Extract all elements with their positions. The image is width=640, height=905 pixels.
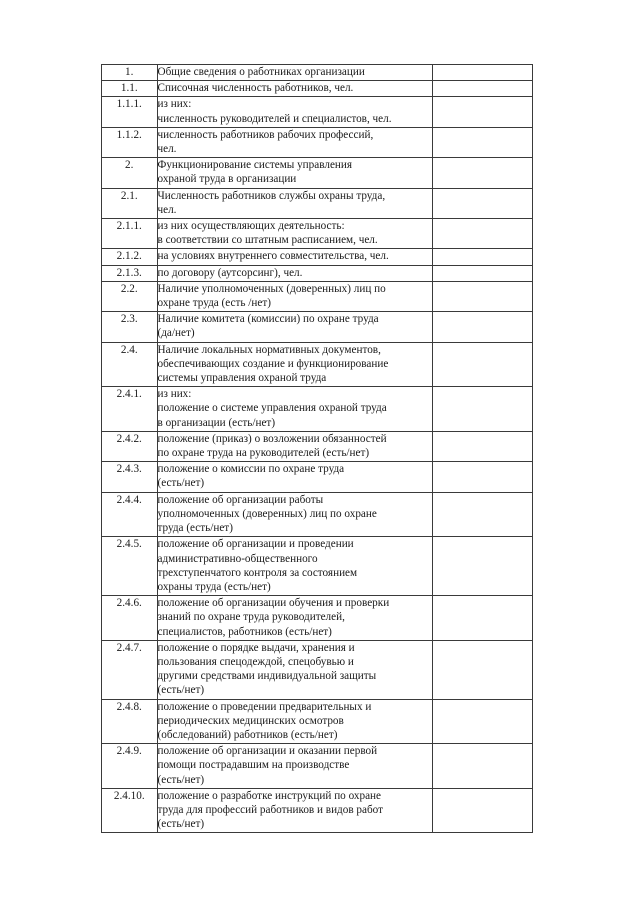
row-number-cell: 2.2. bbox=[102, 281, 158, 311]
row-description-cell bbox=[157, 537, 433, 596]
row-description-cell bbox=[157, 640, 433, 699]
row-description-cell bbox=[157, 342, 433, 387]
table-row bbox=[102, 744, 533, 789]
table-row bbox=[102, 431, 533, 461]
row-description-cell bbox=[157, 387, 433, 432]
row-number-cell: 2.3. bbox=[102, 312, 158, 342]
row-value-cell[interactable] bbox=[433, 342, 533, 387]
row-number-cell: 2.4.3. bbox=[102, 462, 158, 492]
table-row bbox=[102, 127, 533, 157]
row-description-cell bbox=[157, 127, 433, 157]
table-row bbox=[102, 81, 533, 97]
row-value-cell[interactable] bbox=[433, 65, 533, 81]
row-value-cell[interactable] bbox=[433, 492, 533, 537]
table-row bbox=[102, 312, 533, 342]
row-description-line: другими средствами индивидуальной защиты bbox=[157, 670, 377, 683]
row-number-cell: 1. bbox=[102, 65, 158, 81]
row-number-cell: 2.4.6. bbox=[102, 596, 158, 641]
row-description-line: (да/нет) bbox=[157, 327, 195, 340]
row-description-line: Наличие локальных нормативных документов, bbox=[157, 343, 381, 356]
row-description-line: Общие сведения о работниках организации bbox=[157, 66, 365, 78]
table-row bbox=[102, 342, 533, 387]
row-description-line: пользования спецодеждой, спецобувью и bbox=[157, 655, 354, 668]
row-description-line: численность работников рабочих профессий, bbox=[157, 128, 374, 141]
row-number-cell: 2.4.5. bbox=[102, 537, 158, 596]
row-value-cell[interactable] bbox=[433, 312, 533, 342]
row-description-line: системы управления охраной труда bbox=[157, 372, 327, 385]
row-number-cell: 2.4.4. bbox=[102, 492, 158, 537]
row-description-cell bbox=[157, 188, 433, 218]
row-value-cell[interactable] bbox=[433, 97, 533, 127]
table-row bbox=[102, 219, 533, 249]
table-body bbox=[102, 65, 533, 833]
table-row bbox=[102, 492, 533, 537]
row-value-cell[interactable] bbox=[433, 788, 533, 833]
row-description-line: Наличие комитета (комиссии) по охране труда bbox=[157, 313, 379, 326]
table-row bbox=[102, 265, 533, 281]
row-value-cell[interactable] bbox=[433, 249, 533, 265]
row-description-cell bbox=[157, 699, 433, 744]
row-description-line: Наличие уполномоченных (доверенных) лиц по bbox=[157, 282, 386, 295]
row-number-cell: 2.4.8. bbox=[102, 699, 158, 744]
row-description-line: знаний по охране труда руководителей, bbox=[157, 611, 345, 624]
row-value-cell[interactable] bbox=[433, 596, 533, 641]
row-description-cell bbox=[157, 462, 433, 492]
row-description-line: помощи пострадавшим на производстве bbox=[157, 759, 350, 772]
row-description-line: чел. bbox=[157, 143, 177, 156]
row-description-line: положение об организации и оказании первой bbox=[157, 745, 378, 758]
table-row bbox=[102, 788, 533, 833]
row-value-cell[interactable] bbox=[433, 537, 533, 596]
row-description-line: из них: bbox=[157, 98, 192, 111]
row-description-cell bbox=[157, 281, 433, 311]
row-description-cell bbox=[157, 312, 433, 342]
row-description-line: чел. bbox=[157, 203, 177, 216]
row-number-cell: 1.1.1. bbox=[102, 97, 158, 127]
row-description-line: охраны труда (есть/нет) bbox=[157, 580, 271, 593]
row-number-cell: 2.4.10. bbox=[102, 788, 158, 833]
row-description-line: (обследований) работников (есть/нет) bbox=[157, 728, 338, 741]
row-value-cell[interactable] bbox=[433, 188, 533, 218]
row-description-line: положение об организации обучения и проверки bbox=[157, 597, 390, 610]
row-number-cell: 1.1. bbox=[102, 81, 158, 97]
row-number-cell: 2.1.2. bbox=[102, 249, 158, 265]
row-description-line: положение об организации и проведении bbox=[157, 538, 354, 551]
row-description-line: обеспечивающих создание и функционирование bbox=[157, 357, 389, 370]
row-description-cell bbox=[157, 431, 433, 461]
row-description-cell bbox=[157, 744, 433, 789]
row-value-cell[interactable] bbox=[433, 744, 533, 789]
table-row bbox=[102, 188, 533, 218]
row-description-cell bbox=[157, 97, 433, 127]
row-description-line: уполномоченных (доверенных) лиц по охране bbox=[157, 507, 377, 520]
row-value-cell[interactable] bbox=[433, 640, 533, 699]
row-number-cell: 2.4.1. bbox=[102, 387, 158, 432]
row-description-line: (есть/нет) bbox=[157, 684, 205, 697]
row-number-cell: 2.4.7. bbox=[102, 640, 158, 699]
row-description-cell bbox=[157, 492, 433, 537]
table-row bbox=[102, 97, 533, 127]
row-description-line: по охране труда на руководителей (есть/нет) bbox=[157, 447, 370, 460]
row-description-cell bbox=[157, 249, 433, 265]
table-row bbox=[102, 281, 533, 311]
row-description-line: из них: bbox=[157, 388, 192, 401]
row-description-cell bbox=[157, 265, 433, 281]
row-value-cell[interactable] bbox=[433, 265, 533, 281]
row-description-line: в организации (есть/нет) bbox=[157, 416, 276, 429]
row-number-cell: 2.1.1. bbox=[102, 219, 158, 249]
row-description-line: (есть/нет) bbox=[157, 477, 205, 490]
row-description-cell bbox=[157, 158, 433, 188]
row-description-line: административно-общественного bbox=[157, 552, 318, 565]
row-description-line: положение о проведении предварительных и bbox=[157, 700, 372, 713]
row-description-line: в соответствии со штатным расписанием, чел. bbox=[157, 234, 378, 247]
row-number-cell: 2.1.3. bbox=[102, 265, 158, 281]
row-value-cell[interactable] bbox=[433, 699, 533, 744]
row-value-cell[interactable] bbox=[433, 81, 533, 97]
row-value-cell[interactable] bbox=[433, 387, 533, 432]
table-row bbox=[102, 699, 533, 744]
table-row bbox=[102, 65, 533, 81]
table-row bbox=[102, 640, 533, 699]
row-value-cell[interactable] bbox=[433, 281, 533, 311]
row-description-line: положение о системе управления охраной труда bbox=[157, 402, 387, 415]
row-value-cell[interactable] bbox=[433, 158, 533, 188]
row-description-line: трехступенчатого контроля за состоянием bbox=[157, 566, 358, 579]
row-description-line: положение об организации работы bbox=[157, 493, 324, 506]
row-description-line: Численность работников службы охраны труда, bbox=[157, 189, 386, 202]
row-number-cell: 1.1.2. bbox=[102, 127, 158, 157]
row-description-line: охраной труда в организации bbox=[157, 173, 297, 186]
table-row bbox=[102, 462, 533, 492]
row-description-line: (есть/нет) bbox=[157, 773, 205, 786]
table-row bbox=[102, 158, 533, 188]
row-description-line: положение о комиссии по охране труда bbox=[157, 463, 345, 476]
row-value-cell[interactable] bbox=[433, 127, 533, 157]
row-number-cell: 2. bbox=[102, 158, 158, 188]
table-row bbox=[102, 387, 533, 432]
row-description-cell bbox=[157, 596, 433, 641]
row-value-cell[interactable] bbox=[433, 431, 533, 461]
row-description-line: из них осуществляющих деятельность: bbox=[157, 220, 345, 233]
row-description-line: труда для профессий работников и видов работ bbox=[157, 803, 384, 816]
row-description-cell bbox=[157, 219, 433, 249]
row-description-line: численность руководителей и специалистов, чел. bbox=[157, 112, 392, 125]
row-description-line: труда (есть/нет) bbox=[157, 522, 233, 535]
row-value-cell[interactable] bbox=[433, 219, 533, 249]
row-description-cell bbox=[157, 65, 433, 81]
row-description-line: специалистов, работников (есть/нет) bbox=[157, 625, 332, 638]
row-value-cell[interactable] bbox=[433, 462, 533, 492]
table-row bbox=[102, 596, 533, 641]
row-number-cell: 2.4.9. bbox=[102, 744, 158, 789]
row-description-cell bbox=[157, 788, 433, 833]
row-description-line: охране труда (есть /нет) bbox=[157, 297, 271, 310]
row-description-line: положение (приказ) о возложении обязанностей bbox=[157, 432, 387, 445]
row-description-line: периодических медицинских осмотров bbox=[157, 714, 344, 727]
row-description-line: положение о порядке выдачи, хранения и bbox=[157, 641, 355, 654]
row-number-cell: 2.1. bbox=[102, 188, 158, 218]
row-number-cell: 2.4. bbox=[102, 342, 158, 387]
row-description-cell bbox=[157, 81, 433, 97]
row-description-line: (есть/нет) bbox=[157, 818, 205, 831]
row-description-line: положение о разработке инструкций по охране bbox=[157, 789, 381, 802]
row-number-cell: 2.4.2. bbox=[102, 431, 158, 461]
table-row bbox=[102, 537, 533, 596]
row-description-line: на условиях внутреннего совместительства, чел. bbox=[157, 250, 389, 263]
table-row bbox=[102, 249, 533, 265]
labor-safety-form-table bbox=[101, 64, 533, 833]
row-description-line: по договору (аутсорсинг), чел. bbox=[157, 266, 303, 279]
row-description-line: Функционирование системы управления bbox=[157, 159, 353, 172]
row-description-line: Списочная численность работников, чел. bbox=[157, 82, 354, 95]
